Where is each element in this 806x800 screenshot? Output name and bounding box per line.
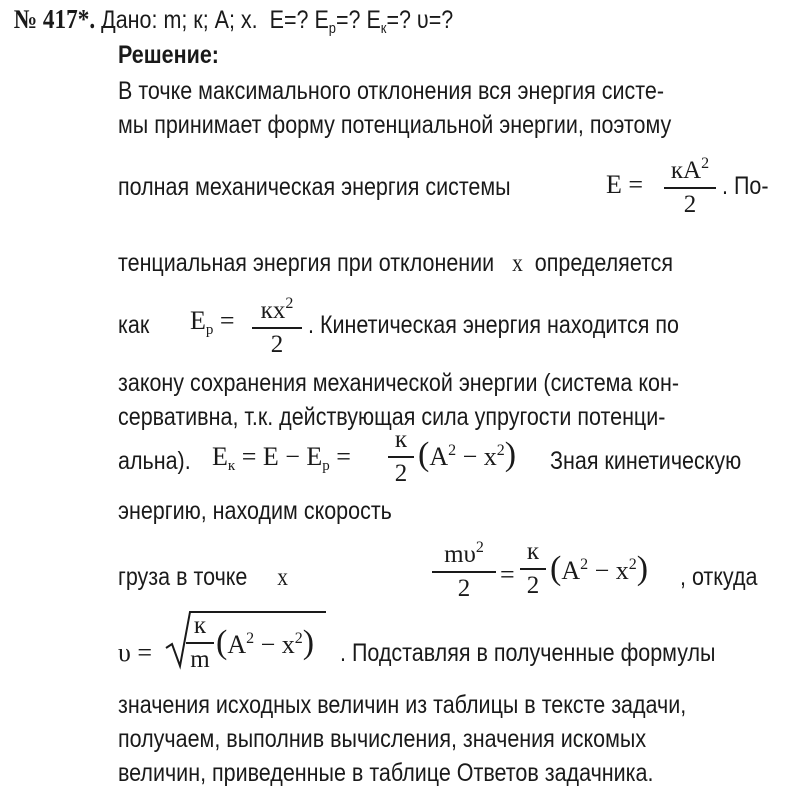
header-line [0,4,693,44]
text-line-7: сервативна, т.к. действующая сила упругости потенци- [118,403,666,431]
text-line-6: закону сохранения механической энергии (система кон- [118,369,680,397]
formula-ep-lhs: $E_p$ = [190,306,235,338]
problem-number: № 417*. [13,4,96,34]
formula-kinetic-fraction-2: к 2 [520,538,546,600]
formula-ep-fraction: $кx^2$ 2 [252,290,302,359]
formula-e-fraction: $кA^2$ 2 [664,150,716,219]
formula-ek-fraction: к 2 [388,426,414,488]
text-line-5b: . Кинетическая энергия находится по [308,311,679,339]
formula-e-lhs: E = [606,170,644,199]
text-line-13: получаем, выполнив вычисления, значения искомых [118,725,647,753]
text-line-10: груза в точке x [118,563,289,591]
text-line-11: . Подставляя в полученные формулы [340,639,716,667]
text-line-8a: альна). [118,447,191,475]
formula-v-lhs: υ = [118,638,153,667]
solution-title: Решение: [118,41,219,69]
text-line-5a: как [118,311,150,339]
formula-kinetic-eq: = [500,560,515,589]
text-line-4: тенциальная энергия при отклонении x определяется [118,249,674,277]
unknowns: E=? $E_p=$? $E_к=$? υ=? [269,6,454,37]
text-line-9: энергию, находим скорость [118,497,392,525]
text-line-1: В точке максимального отклонения вся энергия систе- [118,77,665,105]
text-line-12: значения исходных величин из таблицы в тексте задачи, [118,691,687,719]
text-line-14: величин, приведенные в таблице Ответов задачника. [118,759,654,787]
text-line-2: мы принимает форму потенциальной энергии, поэтому [118,111,672,139]
formula-kinetic-fraction: $m\upsilon^2$ 2 [432,534,496,603]
formula-v-fraction: к m [186,612,214,674]
formula-kinetic-paren: $(A^2 - x^2)$ [550,550,649,587]
formula-ek-lhs: $E_к = E - E_p$ = [212,442,351,474]
text-line-3-end: . По- [722,172,769,200]
text-line-3: полная механическая энергия системы [118,173,511,201]
text-line-10b: , откуда [680,563,758,591]
formula-v-paren: $(A^2 - x^2)$ [216,624,315,661]
given-values: m; к; A; x. [163,6,258,34]
text-line-8b: Зная кинетическую [550,447,742,475]
given-label: Дано: [101,6,158,34]
formula-ek-paren: $(A^2 - x^2)$ [418,436,517,473]
